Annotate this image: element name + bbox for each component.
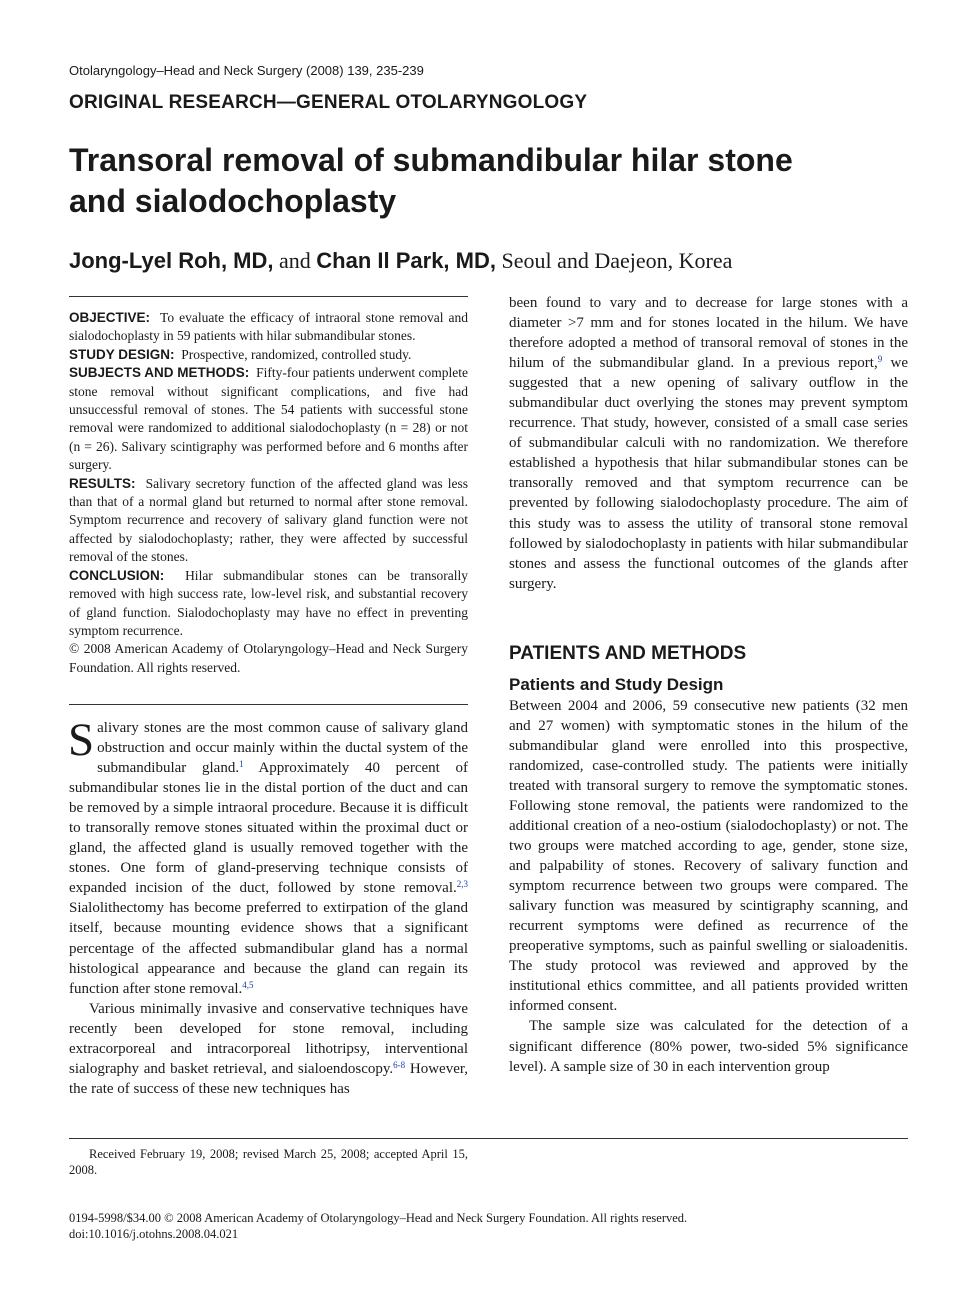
body-text: Various minimally invasive and conservative techniques have recently been developed for stone removal, including extracorporeal and intracorporeal lithotripsy, interventional sialography and basket retrieval, and sialoendoscopy. — [69, 1000, 468, 1077]
citation-link[interactable]: 9 — [877, 354, 883, 365]
abstract-objective-text: To evaluate the efficacy of intraoral stone removal and sialodochoplasty in 59 patients with hilar submandibular stones. — [69, 310, 468, 344]
article-title — [69, 140, 899, 222]
issn-copyright: 0194-5998/$34.00 © 2008 American Academy of Otolaryngology–Head and Neck Surgery Foundation. All rights reserved. — [69, 1211, 688, 1225]
abstract-top-rule — [69, 296, 468, 297]
citation-link[interactable]: 6-8 — [393, 1059, 406, 1070]
citation-link[interactable]: 4,5 — [242, 979, 254, 990]
body-paragraph: Between 2004 and 2006, 59 consecutive new patients (32 men and 27 women) with symptomatic stones in the hilum of the submandibular gland were enrolled into this prospective, randomized, case-controlled study. The patients were initially treated with transoral surgery to remove the symptomatic stones. Following stone removal, the patients were randomized to the additional creation of a neo-ostium (sialodochoplasty) or not. The two groups were matched according to age, gender, stone size, and palpability of stones. Recovery of salivary function and symptom recurrence between two groups were compared. The salivary function was measured by scintigraphy scanning, and recurrent symptoms were defined as recurrence of the preoperative symptoms, such as painful swelling or sialoadenitis. The study protocol was reviewed and approved by the institutional ethics committee, and all patients provided written informed consent. — [509, 697, 908, 1015]
abstract-design-text: Prospective, randomized, controlled study. — [181, 346, 412, 362]
drop-cap: S — [68, 714, 95, 766]
article-title-line-1: Transoral removal of submandibular hilar stone — [69, 142, 793, 178]
body-paragraph — [68, 714, 468, 999]
abstract-design-label: STUDY DESIGN: — [69, 346, 175, 362]
author-conjunction: and — [273, 248, 317, 273]
abstract-objective-label: OBJECTIVE: — [69, 310, 151, 325]
citation-link[interactable]: 2,3 — [456, 879, 468, 890]
journal-citation: Otolaryngology–Head and Neck Surgery (2008) 139, 235-239 — [69, 63, 424, 78]
abstract-conclusion-label: CONCLUSION: — [69, 567, 165, 583]
abstract-subjects-text: Fifty-four patients underwent complete stone removal without significant complications, and five had unsuccessful removal of stones. The 54 patients with successful stone removal were randomized to additional sialodochoplasty (n = 28) or not (n = 26). Salivary scintigraphy was performed before and 6 months after surgery. — [69, 365, 468, 473]
body-text: been found to vary and to decrease for large stones with a diameter >7 mm and for stones located in the hilum. We have therefore adopted a method of transoral removal of stones in the hilum of the submandibular gland. In a previous report, — [509, 295, 908, 372]
abstract-subjects-label: SUBJECTS AND METHODS: — [69, 365, 250, 381]
abstract-bottom-rule — [69, 704, 468, 705]
received-dates — [69, 1146, 468, 1178]
body-text: However, the rate of success of these new techniques has — [69, 1060, 469, 1097]
body-text: alivary stones are the most common cause of salivary gland obstruction and occur mainly within the ductal system of the submandibular gland. — [97, 720, 468, 777]
section-label: ORIGINAL RESEARCH—GENERAL OTOLARYNGOLOGY — [69, 92, 588, 113]
author-location: Seoul and Daejeon, Korea — [496, 248, 733, 273]
abstract-results — [69, 475, 468, 567]
body-left-column — [68, 714, 469, 1099]
citation-link[interactable]: 1 — [239, 759, 244, 770]
doi-link[interactable]: doi:10.1016/j.otohns.2008.04.021 — [69, 1227, 239, 1241]
abstract-conclusion-text: Hilar submandibular stones can be transorally removed with high success rate, low-level risk, and substantial recovery of gland function. Sialodochoplasty may have no effect in preventing symptom recurrence. — [69, 567, 469, 638]
abstract-subjects — [69, 364, 468, 474]
abstract — [69, 309, 468, 677]
abstract-results-text: Salivary secretory function of the affected gland was less than that of a normal gland but returned to normal after stone removal. Symptom recurrence and recovery of salivary gland function were not affected by sialodochoplasty; rather, they were affected by successful removal of the stones. — [69, 475, 468, 565]
body-paragraph: The sample size was calculated for the detection of a significant difference (80% power, two-sided 5% significance level). A sample size of 30 in each intervention group — [509, 1018, 908, 1075]
subsection-heading: Patients and Study Design — [509, 674, 724, 694]
body-right-column — [509, 293, 908, 1077]
article-title-line-2: and sialodochoplasty — [69, 183, 397, 219]
author-line — [69, 248, 732, 274]
body-text: Sialolithectomy has become preferred to extirpation of the gland itself, because mounting evidence shows that a significant percentage of the affected submandibular gland has a normal histological appearance and because the gland can regain its function after stone removal. — [69, 900, 468, 997]
body-paragraph — [509, 293, 908, 594]
author-2: Chan Il Park, MD, — [316, 248, 496, 273]
footer-rule — [69, 1138, 908, 1139]
section-heading: PATIENTS AND METHODS — [509, 642, 747, 664]
body-paragraph — [69, 999, 468, 1099]
publication-info — [69, 1210, 687, 1242]
abstract-results-label: RESULTS: — [69, 475, 136, 491]
abstract-objective — [69, 309, 468, 346]
abstract-conclusion — [69, 567, 468, 641]
body-text: we suggested that a new opening of salivary outflow in the submandibular duct overlying the stones may prevent symptom recurrence. That study, however, consisted of a small case series of submandibular calculi with no randomization. We therefore established a hypothesis that hilar submandibular stones can be transorally removed and that symptom recurrence can be prevented by following sialodochoplasty procedure. The aim of this study was to assess the utility of transoral stone removal followed by sialodochoplasty in patients with hilar submandibular stones and assess the functional outcomes of the glands after surgery. — [509, 355, 908, 592]
author-1: Jong-Lyel Roh, MD, — [69, 248, 274, 273]
received-dates-text: Received February 19, 2008; revised March 25, 2008; accepted April 15, 2008. — [69, 1147, 468, 1177]
abstract-design — [69, 346, 468, 364]
abstract-copyright: © 2008 American Academy of Otolaryngology–Head and Neck Surgery Foundation. All rights reserved. — [69, 641, 468, 675]
body-text: Approximately 40 percent of submandibular stones lie in the distal portion of the duct and can be removed by a simple intraoral procedure. Because it is difficult to transorally remove stones situated within the proximal duct or gland, the affected gland is usually removed together with the stones. One form of gland-preserving technique consists of expanded incision of the duct, followed by stone removal. — [69, 760, 468, 897]
